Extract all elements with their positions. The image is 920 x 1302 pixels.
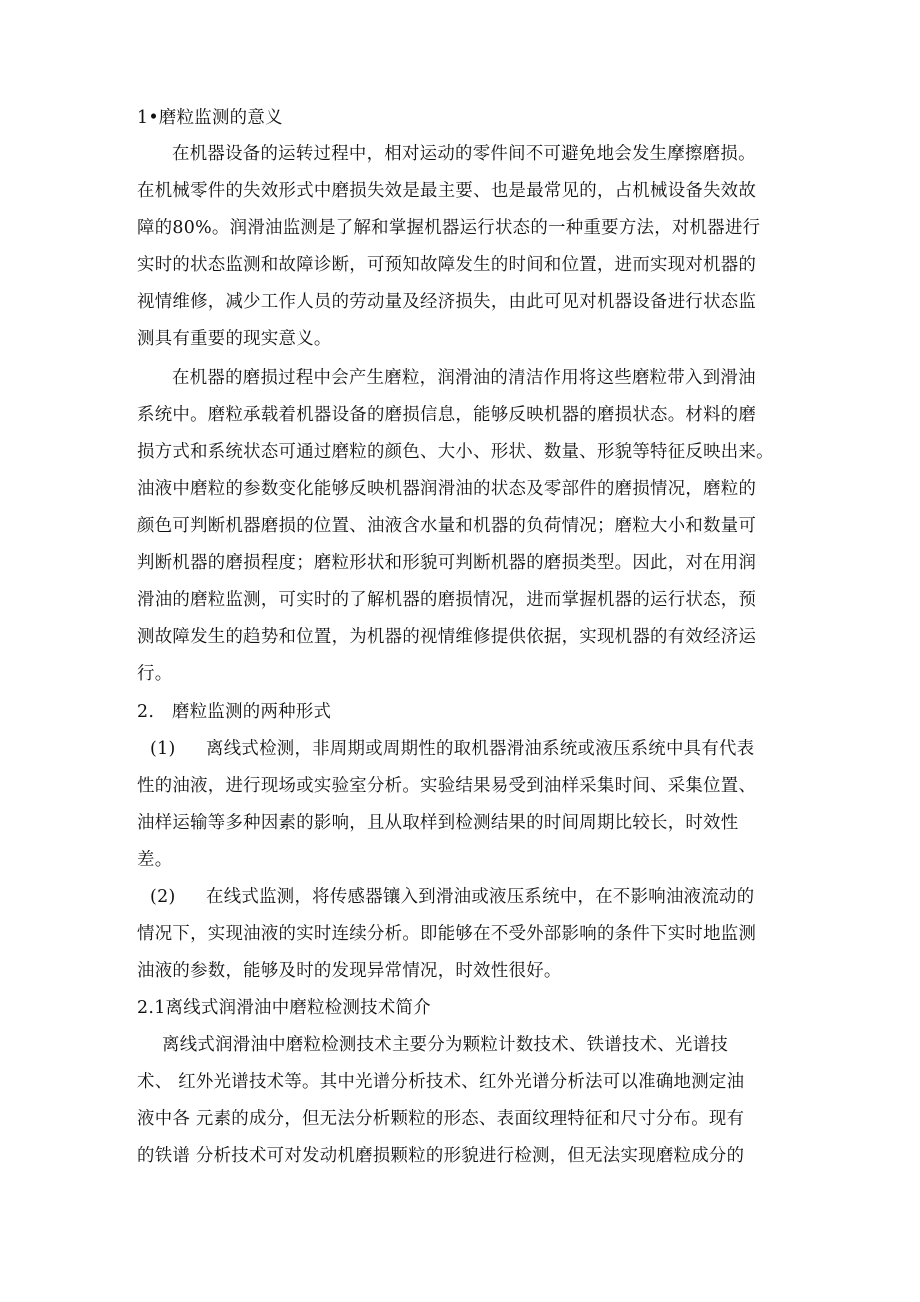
paragraph-line: 离线式润滑油中磨粒检测技术主要分为颗粒计数技术、铁谱技术、光谱技 xyxy=(162,1035,729,1055)
paragraph-line: 在机器的磨损过程中会产生磨粒，润滑油的清洁作用将这些磨粒带入到滑油 xyxy=(172,368,756,388)
list-item-number: (1) xyxy=(150,739,176,759)
paragraph-line: 的铁谱 分析技术可对发动机磨损颗粒的形貌进行检测，但无法实现磨粒成分的 xyxy=(137,1146,745,1166)
list-item-number: (2) xyxy=(150,887,176,907)
paragraph-line: 液中各 元素的成分，但无法分析颗粒的形态、表面纹理特征和尺寸分布。现有 xyxy=(137,1109,745,1129)
paragraph-line: 测故障发生的趋势和位置，为机器的视情维修提供依据，实现机器的有效经济运 xyxy=(137,627,757,647)
paragraph-line: 行。 xyxy=(137,664,173,684)
section-heading-1: 1•磨粒监测的意义 xyxy=(137,108,283,128)
paragraph-line: 油液中磨粒的参数变化能够反映机器润滑油的状态及零部件的磨损情况，磨粒的 xyxy=(137,479,757,499)
section-heading-3: 2.1离线式润滑油中磨粒检测技术简介 xyxy=(137,998,431,1018)
paragraph-line: 在机械零件的失效形式中磨损失效是最主要、也是最常见的，占机械设备失效故 xyxy=(137,181,757,201)
list-item-line: 油液的参数，能够及时的发现异常情况，时效性很好。 xyxy=(137,961,562,981)
list-item-line: 油样运输等多种因素的影响，且从取样到检测结果的时间周期比较长，时效性 xyxy=(137,813,739,833)
paragraph-line: 颜色可判断机器磨损的位置、油液含水量和机器的负荷情况；磨粒大小和数量可 xyxy=(137,516,757,536)
paragraph-line: 在机器设备的运转过程中，相对运动的零件间不可避免地会发生摩擦磨损。 xyxy=(172,144,756,164)
list-item-line: 离线式检测，非周期或周期性的取机器滑油系统或液压系统中具有代表 xyxy=(206,739,755,759)
paragraph-line: 系统中。磨粒承载着机器设备的磨损信息，能够反映机器的磨损状态。材料的磨 xyxy=(137,405,757,425)
list-item-line: 情况下，实现油液的实时连续分析。即能够在不受外部影响的条件下实时地监测 xyxy=(137,924,757,944)
section-heading-2: 磨粒监测的两种形式 xyxy=(172,702,332,722)
section-heading-2-number: 2. xyxy=(137,702,155,722)
paragraph-line: 视情维修，减少工作人员的劳动量及经济损失，由此可见对机器设备进行状态监 xyxy=(137,292,757,312)
paragraph-line: 术、 红外光谱技术等。其中光谱分析技术、红外光谱分析法可以准确地测定油 xyxy=(137,1072,745,1092)
paragraph-line: 判断机器的磨损程度；磨粒形状和形貌可判断机器的磨损类型。因此，对在用润 xyxy=(137,553,757,573)
list-item-line: 差。 xyxy=(137,850,173,870)
paragraph-line: 损方式和系统状态可通过磨粒的颜色、大小、形状、数量、形貌等特征反映出来。 xyxy=(137,442,774,462)
paragraph-line: 实时的状态监测和故障诊断，可预知故障发生的时间和位置，进而实现对机器的 xyxy=(137,255,757,275)
paragraph-line: 测具有重要的现实意义。 xyxy=(137,329,332,349)
paragraph-line: 障的80%。润滑油监测是了解和掌握机器运行状态的一种重要方法，对机器进行 xyxy=(137,218,761,238)
list-item-line: 性的油液，进行现场或实验室分析。实验结果易受到油样采集时间、采集位置、 xyxy=(137,776,757,796)
list-item-line: 在线式监测，将传感器镶入到滑油或液压系统中，在不影响油液流动的 xyxy=(206,887,755,907)
paragraph-line: 滑油的磨粒监测，可实时的了解机器的磨损情况，进而掌握机器的运行状态，预 xyxy=(137,590,757,610)
